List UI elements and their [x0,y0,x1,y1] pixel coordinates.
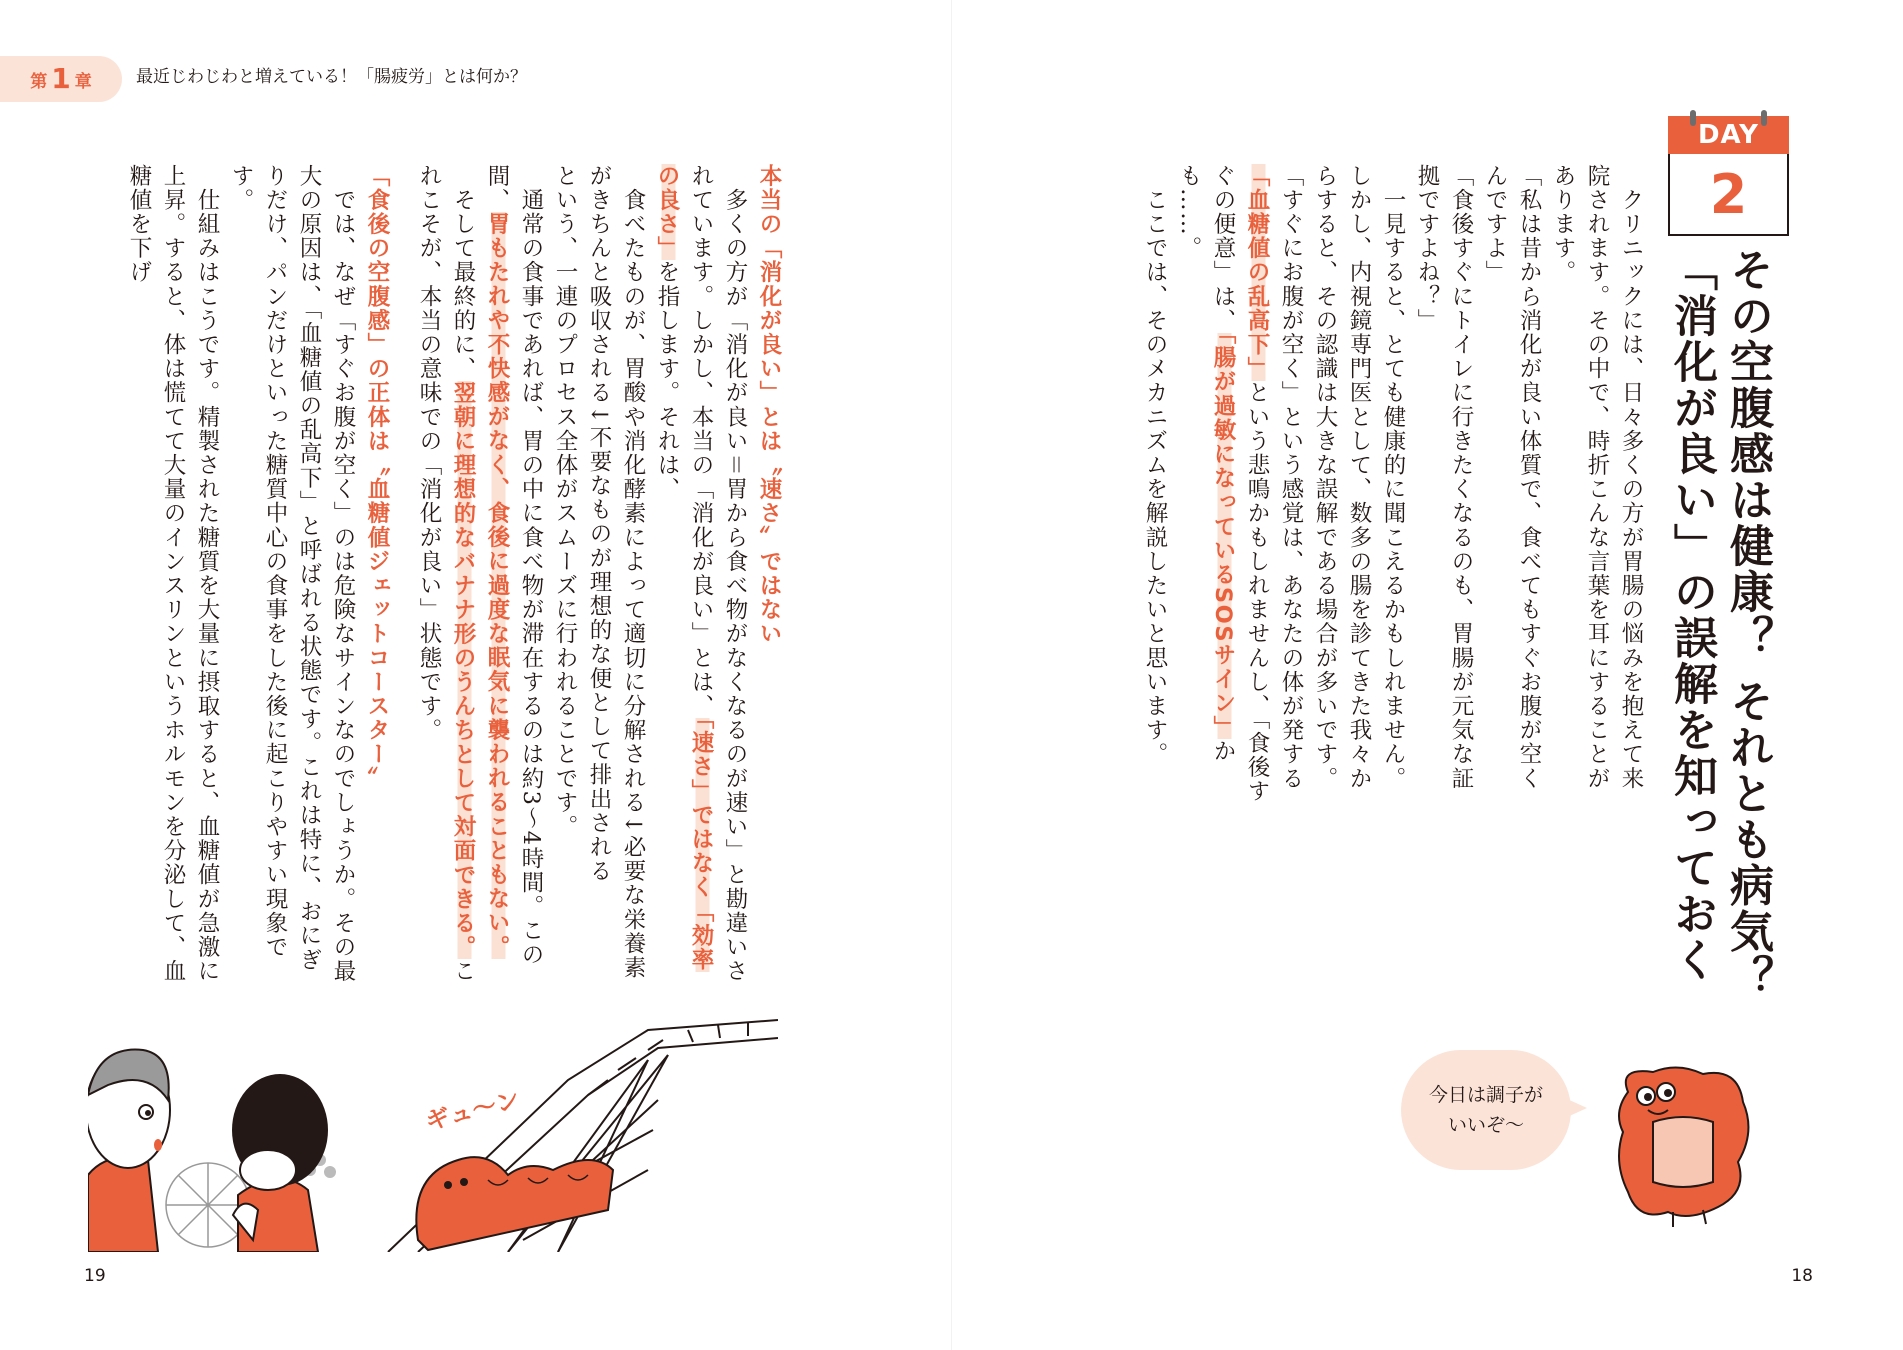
highlight-efficiency: 「速さ」ではなく「効率の良さ」 [654,164,714,973]
running-head: 最近じわじわと増えている！「腸疲労」とは何か？ [136,67,527,87]
page-number-right: 18 [1791,1266,1813,1286]
section1-paragraph-4 [480,164,548,996]
warning-text-c: かも……。 [1176,164,1236,764]
speech-bubble [1401,1050,1571,1170]
day-label: DAY [1668,116,1789,154]
section-heading-2: 「食後の空腹感」の正体は〝血糖値ジェットコースター〟 [364,164,390,791]
highlight-banana-stool: 翌朝に理想的なバナナ形のうんちとして対面できる。 [450,380,476,960]
s1-text-c: 通常の食事であれば、胃の中に食べ物が滞在するのは約3〜4時間。この間、 [484,164,544,968]
page-title [1663,247,1775,1001]
warning-paragraph [1172,164,1308,814]
day-number: 2 [1668,154,1789,236]
intro-paragraph: クリニックには、日々多くの方が胃腸の悩みを抱えて来院されます。その中で、時折こんな言葉を耳にすることがあります。 [1550,164,1644,791]
highlight-sos-sign: 「腸が過敏になっているSOSサイン」 [1210,332,1236,740]
rollercoaster-illustration [88,1000,778,1252]
s1-text-d: そして最終的に、 [450,164,476,381]
page-number-left: 19 [84,1266,106,1286]
title-line-1: その空腹感は健康？ それとも病気？ [1722,247,1773,1001]
chapter-tab [0,56,122,102]
chapter-suffix: 章 [74,71,92,92]
bubble-line-1: 今日は調子が [1428,1084,1543,1106]
misconception-paragraph: 一見すると、とても健康的に聞こえるかもしれません。しかし、内視鏡専門医として、数多の腸を診てきた我々からすると、その認識は大きな誤解である場合が多いです。 [1312,164,1406,791]
quote-1: 「私は昔から消化が良い体質で、食べてもすぐお腹が空くんですよ」 [1482,164,1542,791]
right-page-body [1138,164,1648,814]
s1-text-e: これこそが、本当の意味での「消化が良い」状態です。 [416,164,476,984]
section1-paragraph-5 [412,164,480,996]
section2-paragraph-1: では、なぜ「すぐお腹が空く」のは危険なサインなのでしょうか。その最大の原因は、「血糖値の乱高下」と呼ばれる状態です。これは特に、おにぎりだけ、パンだけといった糖質中心の食事をした後に起こりやすい現象です。 [228,164,356,984]
sfx-text: ギュ〜ン [422,1085,523,1136]
highlight-no-discomfort: 胃もたれや不快感がなく、食後に過度な眠気に襲われることもない。 [484,212,510,960]
mechanism-intro: ここでは、そのメカニズムを解説したいと思います。 [1142,164,1168,767]
chapter-number: 1 [51,62,71,95]
chapter-prefix: 第 [30,71,48,92]
calendar-ring [1690,110,1696,126]
gutter-line [951,0,952,1350]
quote-2: 「食後すぐにトイレに行きたくなるのも、胃腸が元気な証拠ですよね？」 [1414,164,1474,791]
highlight-blood-sugar: 「血糖値の乱高下」 [1244,164,1270,381]
left-page-body [122,164,786,996]
title-line-2: 「消化が良い」の誤解を知っておく [1666,247,1717,983]
intestine-characters [416,1157,613,1250]
s1-text-b: を指します。それは、 [654,260,680,502]
calendar-ring [1761,110,1767,126]
person-black-hair [232,1074,328,1252]
section1-paragraph-2: 食べたものが、胃酸や消化酵素によって適切に分解される↓必要な栄養素がきちんと吸収される↓不要なものが理想的な便として排出される [586,164,646,980]
section1-paragraph-3: という、一連のプロセス全体がスムーズに行われることです。 [552,164,578,839]
day-calendar-icon [1668,110,1789,236]
section-heading-1: 本当の「消化が良い」とは〝速さ〟ではない [756,164,782,646]
person-gray-hair [88,1050,170,1252]
warning-text-b: という悲鳴かもしれませんし、「食後すぐの便意」は、 [1210,164,1270,804]
s1-text-a: 多くの方が「消化が良い＝胃から食べ物がなくなるのが速い」と勘違いされています。しかし、本当の「消化が良い」とは、 [688,164,748,984]
section2-paragraph-2: 仕組みはこうです。精製された糖質を大量に摂取すると、血糖値が急激に上昇。すると、体は慌てて大量のインスリンというホルモンを分泌して、血糖値を下げ [126,164,220,984]
bubble-line-2: いいぞ〜 [1447,1114,1524,1136]
intestine-mascot-icon [1608,1062,1758,1230]
section1-paragraph-1 [650,164,752,996]
speech-bubble-tail [1565,1098,1587,1118]
warning-text-a: 「すぐにお腹が空く」という感覚は、あなたの体が発する [1278,164,1304,791]
